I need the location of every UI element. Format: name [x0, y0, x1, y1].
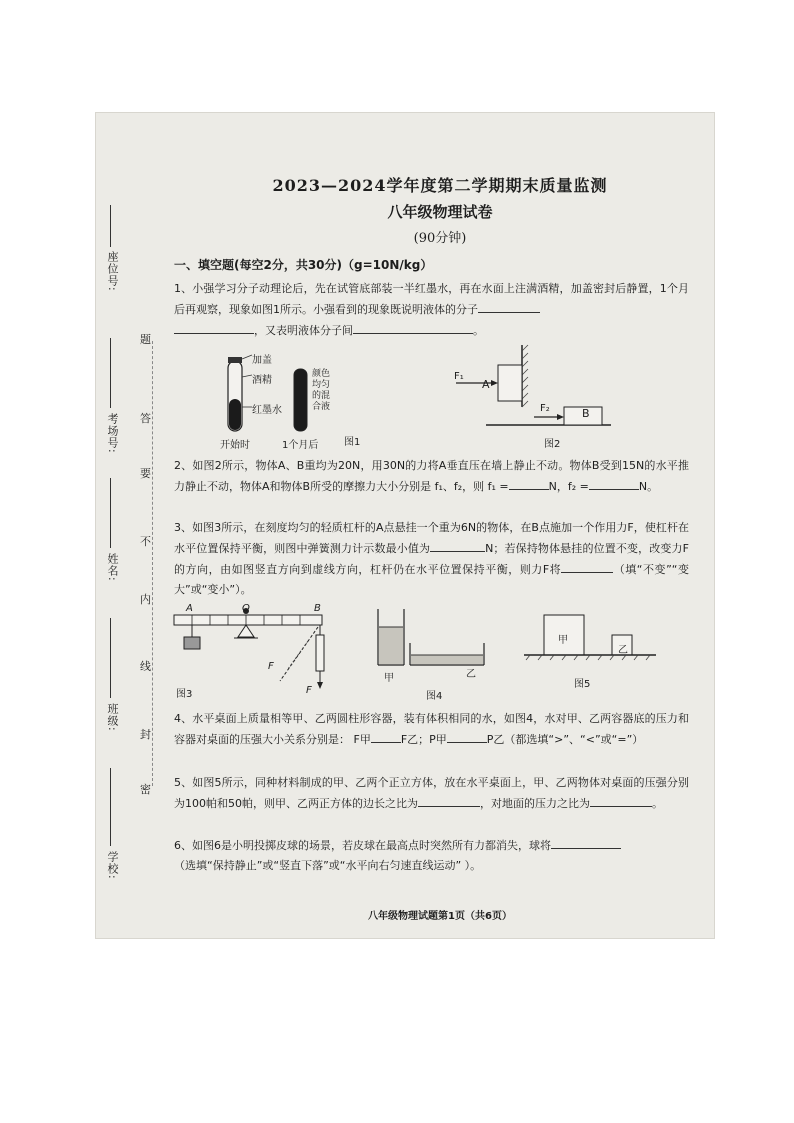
- exam-page: [96, 113, 714, 938]
- q2-blank-2[interactable]: [589, 476, 639, 490]
- question-3: [174, 518, 689, 600]
- fig2-b-label: B: [582, 407, 590, 420]
- q1-blank-1[interactable]: [478, 299, 540, 313]
- fig5-caption: 图5: [574, 679, 591, 690]
- q4-text-c: P乙（都选填“>”、“<”或“=”）: [486, 733, 644, 746]
- q1-text-b: ，又表明液体分子间: [254, 324, 353, 337]
- fig4-yi-label: 乙: [466, 669, 476, 680]
- school-label: 学校:: [106, 851, 119, 880]
- seal-char: 题: [140, 333, 151, 346]
- water-jia: [379, 627, 403, 664]
- seal-char: 线: [140, 660, 151, 673]
- fig1-cap-label: 加盖: [252, 355, 272, 366]
- fig4-caption: 图4: [426, 691, 443, 702]
- school-line: [110, 768, 111, 846]
- fig2-f1-label: F₁: [454, 371, 464, 382]
- block-a: [498, 365, 522, 401]
- seal-char: 内: [140, 593, 151, 606]
- fig3-f-label: F: [268, 661, 274, 672]
- fig1-start-label: 开始时: [220, 440, 250, 451]
- fig1-later-label: 1个月后: [282, 440, 319, 451]
- seal-char: 密: [140, 783, 151, 796]
- figure-3-lever: [168, 605, 333, 695]
- q5-text-b: ，对地面的压力之比为: [480, 797, 590, 810]
- fig1-ink-label: 红墨水: [252, 405, 282, 416]
- q4-text-b: F乙；P甲: [400, 733, 447, 746]
- q3-blank-1[interactable]: [430, 538, 485, 552]
- fulcrum: [238, 625, 254, 637]
- page-footer: 八年级物理试题第1页（共6页）: [368, 911, 512, 922]
- question-4: [174, 709, 689, 750]
- q3-text-c: （填“不变”“变大”或“变小”）。: [174, 563, 689, 596]
- seal-dashed-line: [152, 341, 153, 786]
- fig5-yi-label: 乙: [618, 645, 628, 656]
- red-ink: [229, 399, 241, 430]
- q5-blank-1[interactable]: [418, 793, 480, 807]
- class-label: 班级:: [106, 703, 119, 732]
- q4-blank-1[interactable]: [371, 729, 401, 743]
- seal-char: 封: [140, 728, 151, 741]
- spring-scale: [316, 635, 324, 671]
- tube-later: [294, 369, 307, 431]
- name-line: [110, 478, 111, 548]
- fig2-a-label: A: [482, 378, 490, 391]
- figure-2-friction: [446, 341, 621, 431]
- figure-1-test-tubes: [216, 351, 366, 446]
- q2-blank-1[interactable]: [509, 476, 549, 490]
- q4-text-a: 4、水平桌面上质量相等甲、乙两圆柱形容器，装有体积相同的水，如图4，水对甲、乙两容器底的压力和容器对桌面的压强大小关系分别是： F甲: [174, 712, 689, 746]
- seat-line: [110, 205, 111, 247]
- q3-text-a: 3、如图3所示，在刻度均匀的轻质杠杆的A点悬挂一个重为6N的物体，在B点施加一个作用力F，使杠杆在水平位置保持平衡，则图中弹簧测力计示数最小值为: [174, 521, 689, 555]
- name-label: 姓名:: [106, 553, 119, 582]
- binding-strip: [96, 113, 166, 938]
- section-heading: 一、填空题(每空2分，共30分)（g=10N/kg）: [174, 258, 433, 272]
- class-line: [110, 618, 111, 698]
- exam-title: 2023—2024学年度第二学期期末质量监测: [272, 176, 608, 195]
- seal-char: 答: [140, 412, 151, 425]
- fig3-f2-label: F: [306, 685, 312, 696]
- q5-blank-2[interactable]: [590, 793, 652, 807]
- question-5: [174, 773, 689, 814]
- q2-text-c: N。: [638, 480, 659, 493]
- q6-text-b: （选填“保持静止”或“竖直下落”或“水平向右匀速直线运动” ）。: [174, 859, 482, 872]
- q3-blank-2[interactable]: [561, 559, 613, 573]
- seat-label: 座位号:: [106, 251, 119, 292]
- fig2-f2-label: F₂: [540, 403, 550, 414]
- fig3-o-label: O: [242, 603, 250, 614]
- q5-text-a: 5、如图5所示，同种材料制成的甲、乙两个正立方体，放在水平桌面上，甲、乙两物体对桌面的压强分别为100帕和50帕，则甲、乙两正方体的边长之比为: [174, 776, 689, 810]
- fig3-a-label: A: [186, 603, 193, 614]
- q6-text-a: 6、如图6是小明投掷皮球的场景，若皮球在最高点时突然所有力都消失，球将: [174, 839, 551, 852]
- seal-char: 要: [140, 467, 151, 480]
- fig2-caption: 图2: [544, 439, 561, 450]
- q2-text-a: 2、如图2所示，物体A、B重均为20N，用30N的力将A垂直压在墙上静止不动。物体B受到15N的水平推力静止不动，物体A和物体B所受的摩擦力大小分别是 f₁、f₂，则 f₁ =: [174, 459, 689, 493]
- q6-blank-1[interactable]: [551, 835, 621, 849]
- q2-text-b: N，f₂ =: [548, 480, 589, 493]
- question-2: [174, 456, 689, 497]
- room-label: 考场号:: [106, 413, 119, 454]
- q1-text-a: 1、小强学习分子动理论后，先在试管底部装一半红墨水，再在水面上注满酒精，加盖密封后静置，1个月后再观察，现象如图1所示。小强看到的现象既说明液体的分子: [174, 282, 689, 316]
- question-1: [174, 279, 689, 341]
- q4-blank-2[interactable]: [447, 729, 487, 743]
- dashed-force: [280, 627, 318, 681]
- q3-text-b: N；若保持物体悬挂的位置不变，改变力F的方向，由如图竖直方向到虚线方向，杠杆仍在水平位置保持平衡，则力F将: [174, 542, 689, 576]
- fig1-mixed-label: 颜色均匀的混合液: [312, 369, 331, 412]
- water-yi: [411, 655, 483, 664]
- fig5-jia-label: 甲: [558, 635, 568, 646]
- fig1-alcohol-label: 酒精: [252, 375, 272, 386]
- q1-blank-2[interactable]: [353, 320, 473, 334]
- q1-blank-1b[interactable]: [174, 320, 254, 334]
- exam-duration: (90分钟): [413, 231, 467, 246]
- fig3-b-label: B: [314, 603, 321, 614]
- exam-subtitle: 八年级物理试卷: [387, 203, 493, 221]
- room-line: [110, 338, 111, 408]
- tube-cap: [228, 357, 242, 363]
- seal-char: 不: [140, 535, 151, 548]
- figure-5-cubes: [520, 609, 660, 661]
- fig4-jia-label: 甲: [384, 673, 394, 684]
- q1-text-c: 。: [473, 324, 484, 337]
- fig3-caption: 图3: [176, 689, 193, 700]
- hanging-weight: [184, 637, 200, 649]
- question-6: [174, 835, 689, 876]
- q5-text-c: 。: [652, 797, 663, 810]
- fig1-caption: 图1: [344, 437, 361, 448]
